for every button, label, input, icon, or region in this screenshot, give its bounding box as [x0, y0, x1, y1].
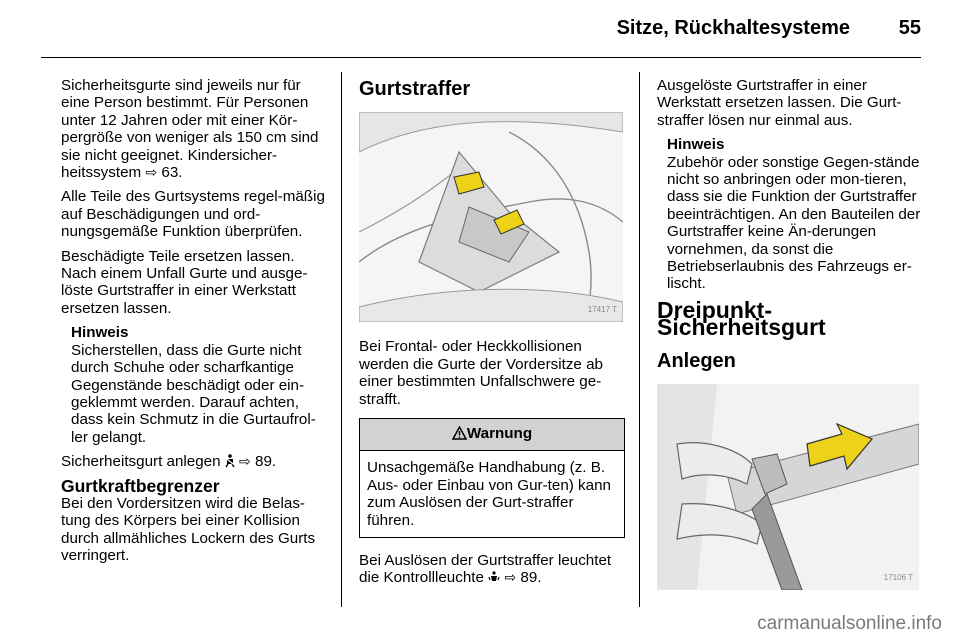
paragraph: Beschädigte Teile ersetzen lassen. Nach einem Unfall Gurte und ausge-löste Gurtstraffer in einer Werkstatt ersetzen lassen.: [61, 247, 308, 317]
watermark: carmanualsonline.info: [757, 613, 942, 634]
cross-reference-arrow-icon: ⇨: [145, 164, 158, 181]
paragraph: [61, 453, 327, 470]
paragraph-text: Sicherheitsgurte sind jeweils nur für eine Person bestimmt. Für Personen unter 12 Jahren oder mit einer Kör-pergröße von weniger als 150 cm sind sie nicht geeignet. Kindersicher-heitssystem: [61, 77, 319, 182]
section-heading: Gurtkraftbegrenzer: [61, 475, 220, 496]
note-block: [71, 324, 327, 446]
note-text: Zubehör oder sonstige Gegen-stände nicht so anbringen oder mon-tieren, dass sie die Funktion der Gurtstraffer beeinträchtigen. An den Bauteilen der Gurtstraffer keine Än-derungen vornehmen, da sonst die Betriebserlaubnis des Fahrzeugs er-lischt.: [667, 153, 921, 293]
section-heading: Gurtstraffer: [359, 78, 471, 100]
paragraph: Alle Teile des Gurtsystems regel-mäßig auf Beschädigungen und ord-nungsgemäße Funktion überprüfen.: [61, 188, 325, 241]
paragraph: Bei Frontal- oder Heckkollisionen werden die Gurte der Vordersitze ab einer bestimmten Unfallschwere ge-strafft.: [359, 338, 603, 408]
figure-code: 17106 T: [883, 572, 913, 582]
figure-code: 17417 T: [587, 305, 617, 314]
seatbelt-warning-icon: [225, 453, 235, 470]
paragraph: [359, 552, 625, 587]
paragraph-text: Sicherheitsgurt anlegen: [61, 453, 221, 471]
column-divider-2: [639, 72, 640, 607]
warning-box: [359, 418, 625, 538]
cross-reference-arrow-icon: ⇨: [239, 453, 251, 470]
note-text: Sicherstellen, dass die Gurte nicht durch Schuhe oder scharfkantige Gegenstände beschädigt oder ein-geklemmt werden. Darauf achten, dass kein Schmutz in die Gurtaufrol-ler gelangt.: [71, 341, 316, 446]
warning-text: Unsachgemäße Handhabung (z. B. Aus- oder Einbau von Gur-ten) kann zum Auslösen der Gurt-straffer führen.: [367, 459, 611, 529]
subsection-heading: Anlegen: [657, 349, 736, 372]
section-heading: Dreipunkt-Sicherheitsgurt: [657, 296, 826, 341]
note-heading: Hinweis: [667, 136, 725, 154]
page-number: 55: [898, 17, 921, 39]
column-3: [657, 77, 923, 590]
header-title: Sitze, Rückhaltesysteme: [616, 17, 850, 39]
belt-tensioner-illustration: [359, 112, 623, 322]
paragraph-text: Bei Auslösen der Gurtstraffer leuchtet die Kontrollleuchte: [359, 552, 612, 587]
header-rule: [41, 57, 921, 58]
page-reference: 89.: [520, 569, 542, 587]
column-divider-1: [341, 72, 342, 607]
paragraph: Ausgelöste Gurtstraffer in einer Werkstatt ersetzen lassen. Die Gurt-straffer lösen nur einmal aus.: [657, 77, 902, 129]
column-1: [61, 77, 327, 572]
warning-triangle-icon: [452, 425, 467, 442]
cross-reference-arrow-icon: ⇨: [504, 569, 517, 586]
page-reference: 63.: [161, 164, 183, 182]
paragraph: Bei den Vordersitzen wird die Belas-tung des Körpers bei einer Kollision durch allmähliches Lockern des Gurts verringert.: [61, 494, 316, 565]
seatbelt-fastening-illustration: [657, 384, 919, 590]
warning-title: Warnung: [466, 425, 533, 443]
belt-tensioner-warning-light-icon: [488, 569, 500, 586]
note-heading: Hinweis: [71, 324, 129, 342]
column-2: [359, 77, 625, 594]
warning-heading: [360, 419, 624, 451]
note-block: [667, 136, 923, 293]
page-reference: 89.: [255, 453, 277, 471]
paragraph: [61, 77, 327, 181]
